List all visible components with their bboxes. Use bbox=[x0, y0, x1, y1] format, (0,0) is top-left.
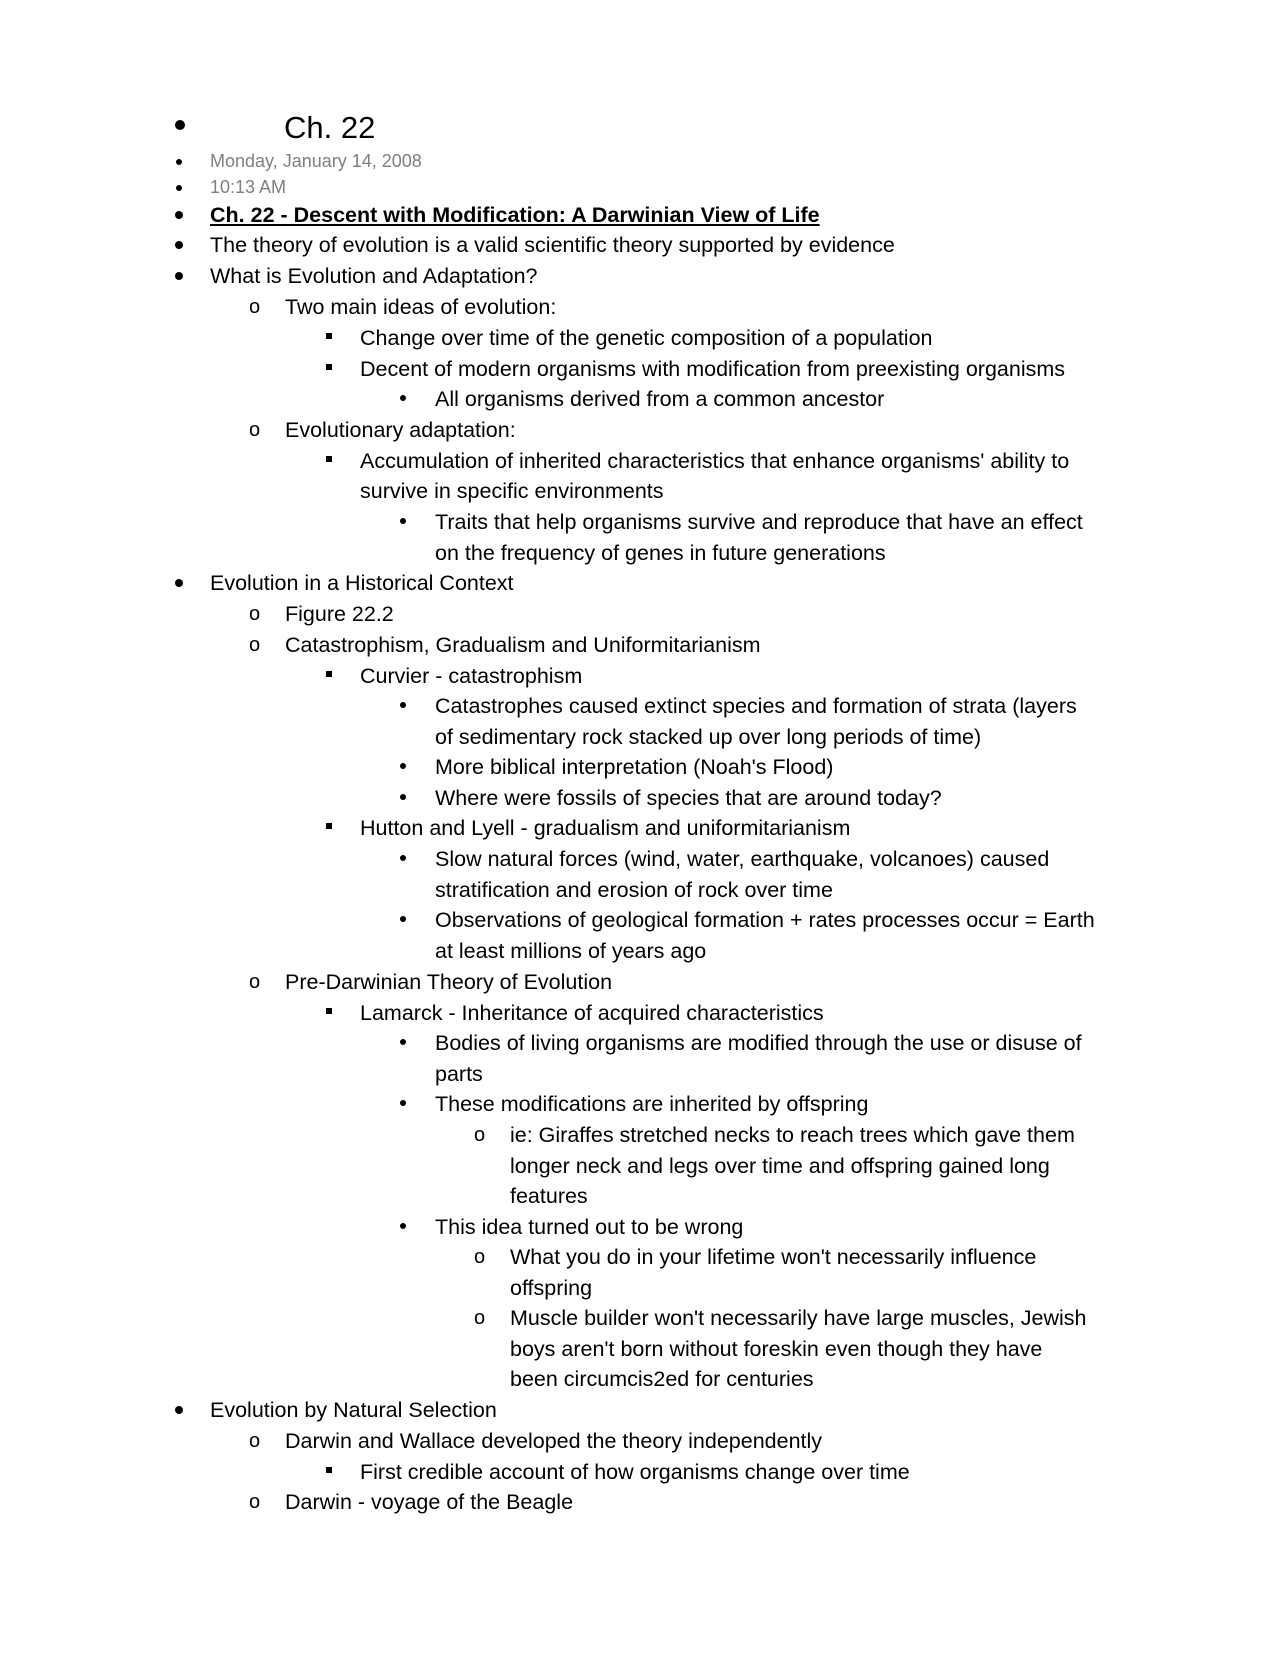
bullet-o-icon: o bbox=[249, 634, 261, 656]
list-item-text: The theory of evolution is a valid scientific theory supported by evidence bbox=[210, 233, 895, 257]
bullet-o-icon: o bbox=[249, 296, 261, 318]
list-item-text: Curvier - catastrophism bbox=[360, 664, 583, 688]
list-item-text: Where were fossils of species that are around today? bbox=[435, 786, 942, 810]
list-item-text: Catastrophism, Gradualism and Uniformitarianism bbox=[285, 633, 761, 657]
list-item-text: Catastrophes caused extinct species and formation of strata (layers bbox=[435, 694, 1077, 718]
section-heading: Ch. 22 - Descent with Modification: A Darwinian View of Life bbox=[210, 203, 820, 227]
list-item-text: More biblical interpretation (Noah's Flood) bbox=[435, 755, 834, 779]
time-text: 10:13 AM bbox=[210, 177, 287, 197]
list-item-text: Bodies of living organisms are modified through the use or disuse of bbox=[435, 1031, 1082, 1055]
list-item-text: Darwin and Wallace developed the theory independently bbox=[285, 1429, 823, 1453]
bullet-o-icon: o bbox=[474, 1246, 486, 1268]
bullet-o-icon: o bbox=[249, 971, 261, 993]
list-item-text: Decent of modern organisms with modification from preexisting organisms bbox=[360, 357, 1066, 381]
list-item-text: features bbox=[510, 1184, 588, 1208]
list-item-text: Figure 22.2 bbox=[285, 602, 394, 626]
list-item-text: What you do in your lifetime won't necessarily influence bbox=[510, 1245, 1037, 1269]
bullet-o-icon: o bbox=[474, 1307, 486, 1329]
list-item-text: boys aren't born without foreskin even though they have bbox=[510, 1337, 1043, 1361]
list-item-text: of sedimentary rock stacked up over long periods of time) bbox=[435, 725, 982, 749]
bullet-o-icon: o bbox=[249, 603, 261, 625]
list-item-text: stratification and erosion of rock over time bbox=[435, 878, 833, 902]
list-item-text: Slow natural forces (wind, water, earthquake, volcanoes) caused bbox=[435, 847, 1050, 871]
list-item-text: Evolution by Natural Selection bbox=[210, 1398, 497, 1422]
list-item-text: Darwin - voyage of the Beagle bbox=[285, 1490, 574, 1514]
list-item-text: parts bbox=[435, 1062, 483, 1086]
list-item-text: Observations of geological formation + rates processes occur = Earth bbox=[435, 908, 1095, 932]
list-item-text: longer neck and legs over time and offspring gained long bbox=[510, 1154, 1050, 1178]
list-item-text: Accumulation of inherited characteristics that enhance organisms' ability to bbox=[360, 449, 1070, 473]
bullet-o-icon: o bbox=[249, 419, 261, 441]
list-item-text: Hutton and Lyell - gradualism and uniformitarianism bbox=[360, 816, 851, 840]
list-item-text: Lamarck - Inheritance of acquired characteristics bbox=[360, 1001, 824, 1025]
list-item-text: All organisms derived from a common ancestor bbox=[435, 387, 885, 411]
list-item-text: Evolutionary adaptation: bbox=[285, 418, 516, 442]
list-item-text: ie: Giraffes stretched necks to reach trees which gave them bbox=[510, 1123, 1075, 1147]
bullet-o-icon: o bbox=[249, 1430, 261, 1452]
date-text: Monday, January 14, 2008 bbox=[210, 151, 422, 171]
list-item-text: offspring bbox=[510, 1276, 593, 1300]
bullet-o-icon: o bbox=[474, 1124, 486, 1146]
list-item-text: Two main ideas of evolution: bbox=[285, 295, 557, 319]
list-item-text: on the frequency of genes in future generations bbox=[435, 541, 886, 565]
list-item-text: Evolution in a Historical Context bbox=[210, 571, 514, 595]
list-item-text: This idea turned out to be wrong bbox=[435, 1215, 744, 1239]
list-item-text: Traits that help organisms survive and reproduce that have an effect bbox=[435, 510, 1083, 534]
bullet-o-icon: o bbox=[249, 1491, 261, 1513]
list-item-text: What is Evolution and Adaptation? bbox=[210, 264, 538, 288]
list-item-text: at least millions of years ago bbox=[435, 939, 707, 963]
list-item-text: been circumcis2ed for centuries bbox=[510, 1367, 814, 1391]
list-item-text: These modifications are inherited by offspring bbox=[435, 1092, 869, 1116]
list-item-text: Muscle builder won't necessarily have large muscles, Jewish bbox=[510, 1306, 1087, 1330]
list-item-text: First credible account of how organisms change over time bbox=[360, 1460, 910, 1484]
list-item-text: survive in specific environments bbox=[360, 479, 664, 503]
list-item-text: Change over time of the genetic composition of a population bbox=[360, 326, 933, 350]
list-item-text: Pre-Darwinian Theory of Evolution bbox=[285, 970, 613, 994]
page-title: Ch. 22 bbox=[284, 110, 376, 145]
